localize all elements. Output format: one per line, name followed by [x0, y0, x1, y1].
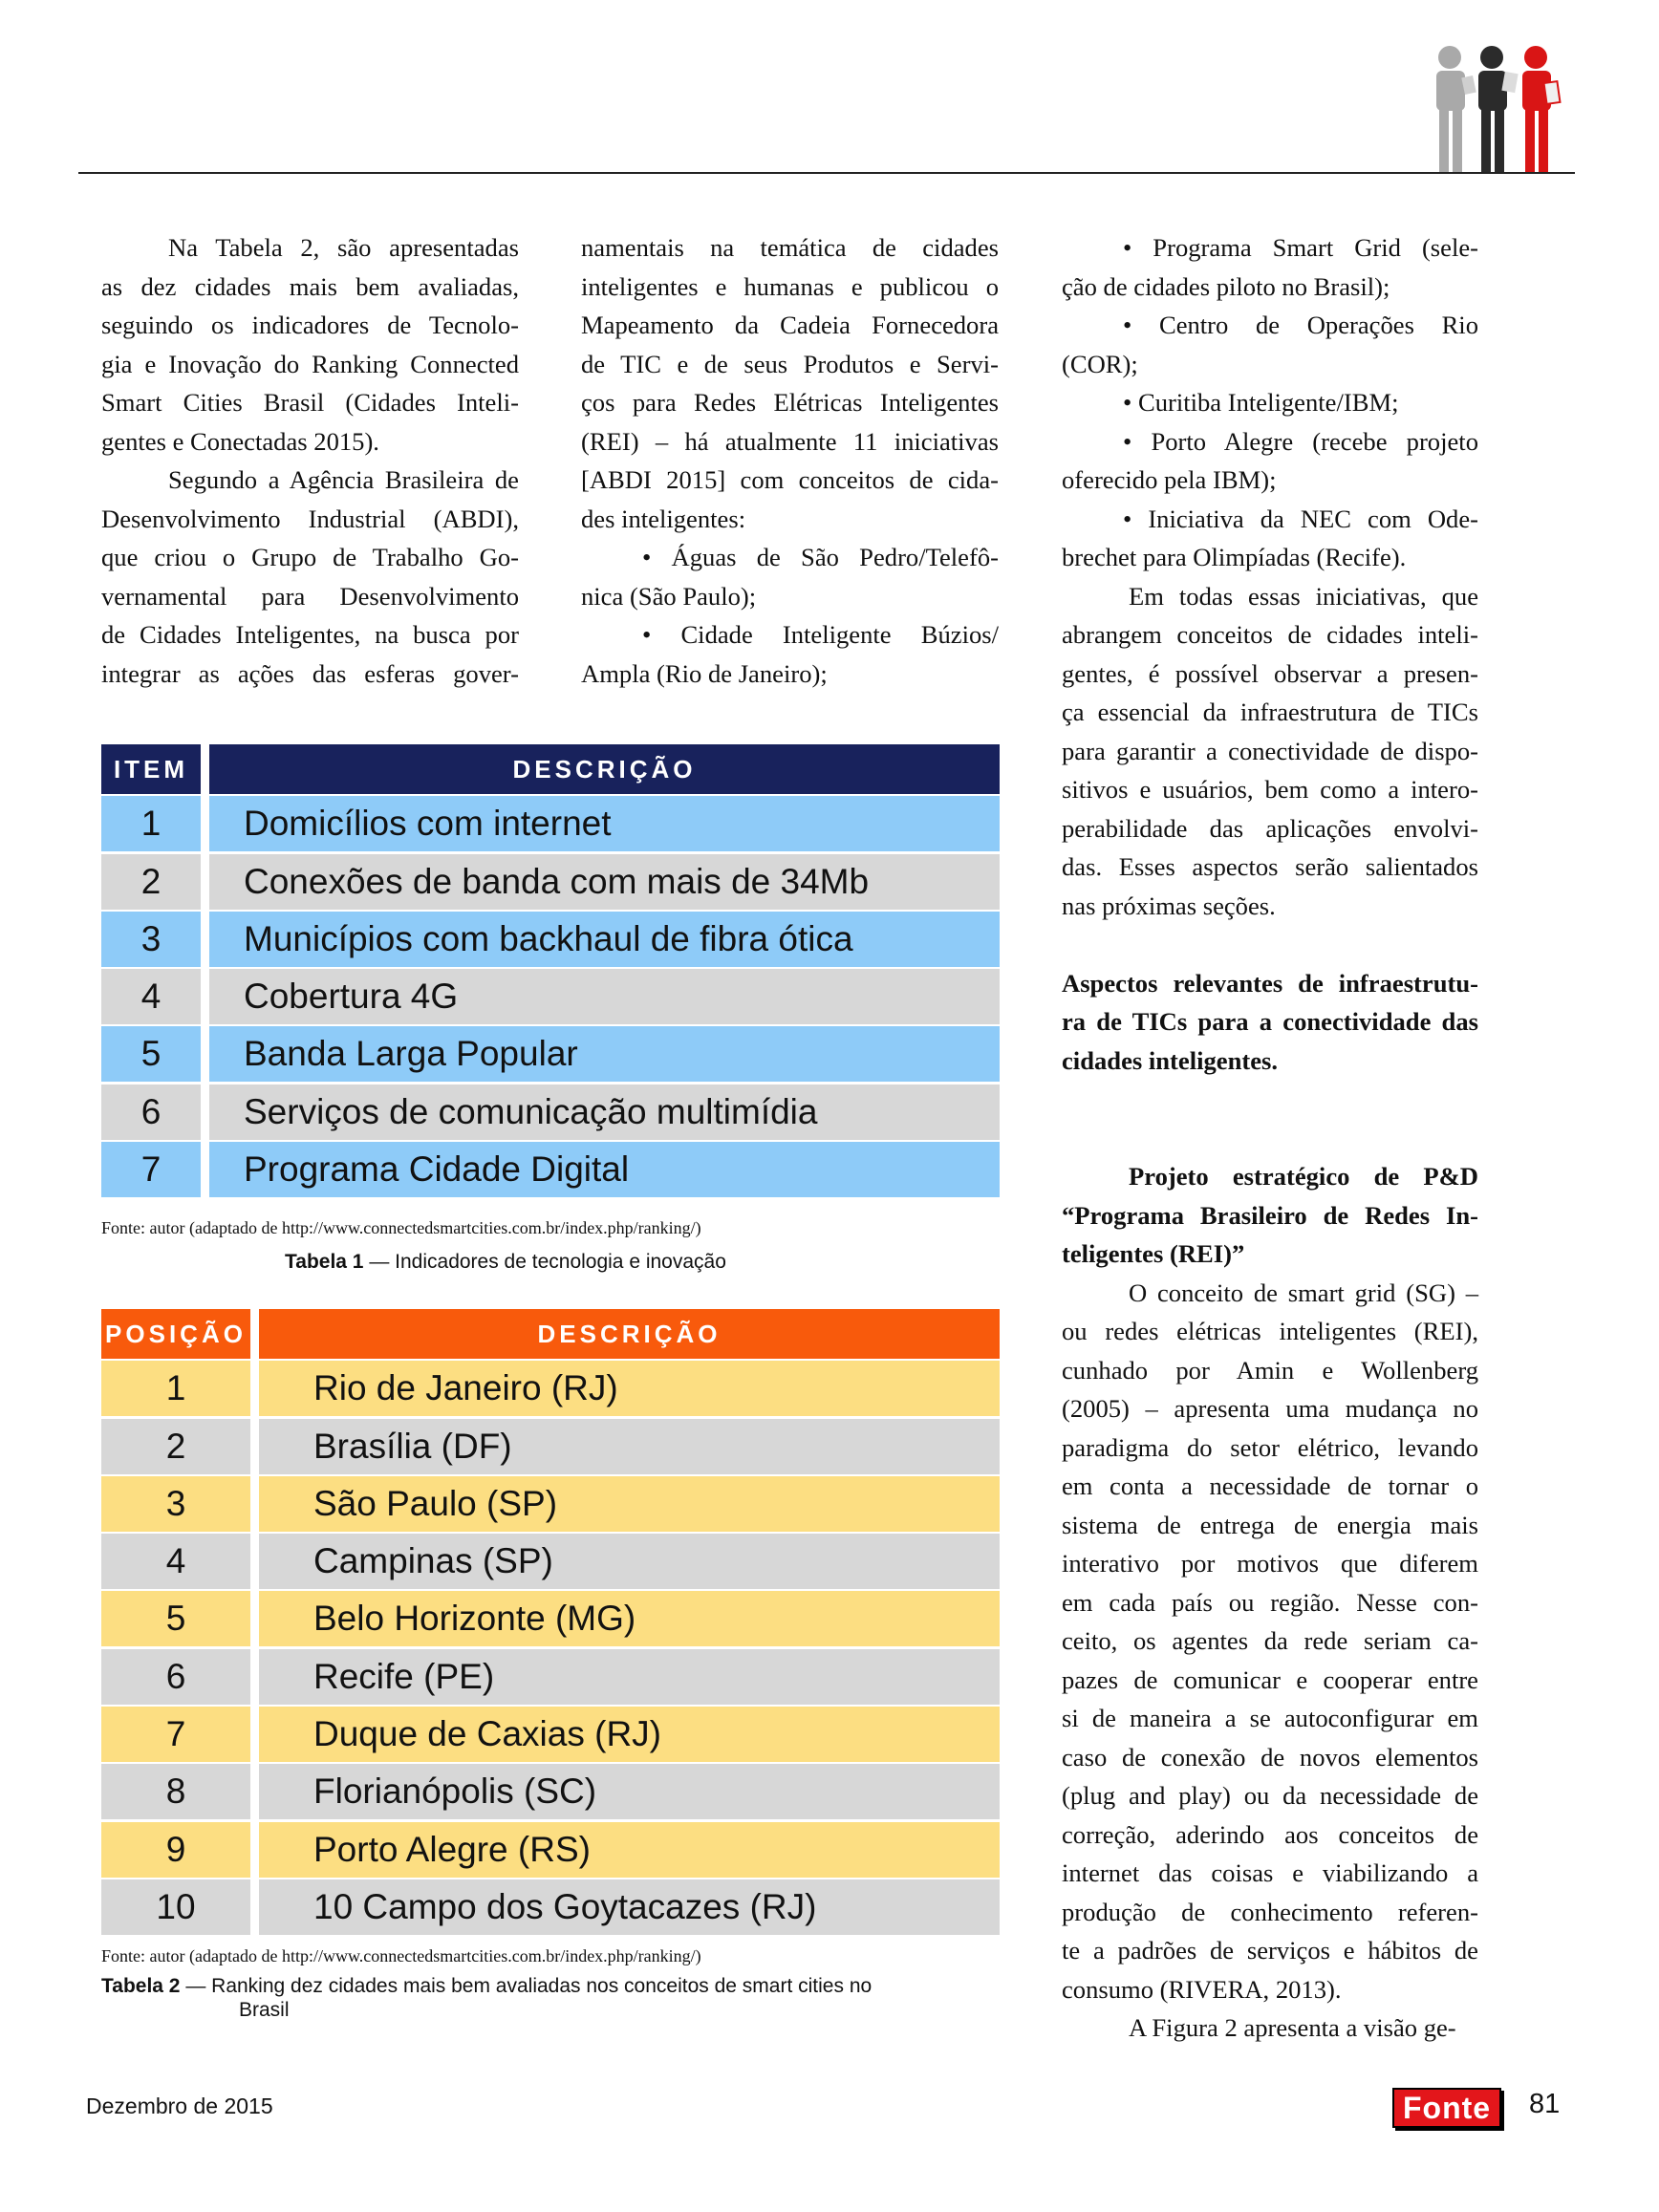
col3-line: ceito, os agentes da rede seriam ca-	[1062, 1626, 1478, 1655]
row-number: 5	[101, 1026, 201, 1082]
col2-line: [ABDI 2015] com conceitos de cida-	[581, 465, 999, 494]
col2-bullet-line: • Cidade Inteligente Búzios/	[642, 620, 999, 649]
row-description: Programa Cidade Digital	[209, 1142, 1000, 1197]
section-heading-line: ra de TICs para a conectividade das	[1062, 1007, 1478, 1036]
col3-line: das. Esses aspectos serão salientados	[1062, 852, 1478, 881]
header-item: ITEM	[101, 744, 201, 794]
row-number: 7	[101, 1142, 201, 1197]
table-row	[101, 1085, 1000, 1140]
table1-caption-label: Tabela 1	[285, 1251, 364, 1273]
row-description: Brasília (DF)	[259, 1419, 1000, 1474]
magazine-logo: Fonte	[1392, 2088, 1501, 2128]
col3-line: ou redes elétricas inteligentes (REI),	[1062, 1317, 1478, 1345]
col3-line: cunhado por Amin e Wollenberg	[1062, 1355, 1478, 1385]
row-description: São Paulo (SP)	[259, 1476, 1000, 1532]
table2-caption-continued: Brasil	[239, 1999, 290, 2021]
table-header	[101, 744, 1000, 794]
table-row	[101, 796, 1000, 851]
col3-line: consumo (RIVERA, 2013).	[1062, 1974, 1342, 2004]
table-row	[101, 1534, 1000, 1589]
header-rule	[78, 172, 1575, 174]
col1-line: que criou o Grupo de Trabalho Go-	[101, 543, 519, 571]
row-number: 1	[101, 1361, 250, 1416]
table-row	[101, 1649, 1000, 1705]
col3-line: nas próximas seções.	[1062, 891, 1276, 920]
row-number: 2	[101, 1419, 250, 1474]
col3-spacer	[1062, 1080, 1478, 1119]
section-heading-line: Aspectos relevantes de infraestrutu-	[1062, 968, 1478, 998]
row-number: 10	[101, 1879, 250, 1935]
people-logo-icon	[1429, 44, 1562, 174]
col3-line: internet das coisas e viabilizando a	[1062, 1858, 1478, 1887]
col3-line: si de maneira a se autoconfigurar em	[1062, 1704, 1478, 1732]
table-indicators	[101, 744, 1000, 1197]
col3-line: (plug and play) ou da necessidade de	[1062, 1781, 1478, 1810]
col3-line: pazes de comunicar e cooperar entre	[1062, 1664, 1478, 1694]
row-description: Conexões de banda com mais de 34Mb	[209, 854, 1000, 910]
header-position: POSIÇÃO	[101, 1309, 250, 1359]
table-header	[101, 1309, 1000, 1359]
col3-line: produção de conhecimento referen-	[1062, 1897, 1478, 1926]
col1-line: seguindo os indicadores de Tecnolo-	[101, 311, 519, 339]
col3-line: gentes, é possível observar a presen-	[1062, 658, 1478, 688]
row-number: 8	[101, 1764, 250, 1819]
table1-source: Fonte: autor (adaptado de http://www.connectedsmartcities.com.br/index.php/ranking/)	[101, 1218, 701, 1237]
col3-line: (2005) – apresenta uma mudança no	[1062, 1394, 1478, 1423]
table-row	[101, 1822, 1000, 1878]
col3-spacer	[1062, 1119, 1478, 1158]
col1-line: as dez cidades mais bem avaliadas,	[101, 271, 519, 301]
col1-line: vernamental para Desenvolvimento	[101, 581, 519, 611]
col2-line: Ampla (Rio de Janeiro);	[581, 658, 828, 688]
table-row	[101, 1476, 1000, 1532]
row-description: Recife (PE)	[259, 1649, 1000, 1705]
row-description: Cobertura 4G	[209, 969, 1000, 1024]
table2-caption-text: — Ranking dez cidades mais bem avaliadas nos conceitos de smart cities no	[180, 1975, 873, 1997]
row-description: Porto Alegre (RS)	[259, 1822, 1000, 1878]
col3-bullet-line: • Centro de Operações Rio	[1123, 311, 1478, 339]
col3-line: (COR);	[1062, 349, 1138, 378]
row-number: 3	[101, 912, 201, 967]
col2-line: namentais na temática de cidades	[581, 233, 999, 262]
subsection-heading-line: teligentes (REI)”	[1062, 1239, 1245, 1268]
col2-line: (REI) – há atualmente 11 iniciativas	[581, 426, 999, 456]
col3-line: te a padrões de serviços e hábitos de	[1062, 1936, 1478, 1965]
row-number: 7	[101, 1707, 250, 1762]
table-row	[101, 1764, 1000, 1819]
table-row	[101, 1591, 1000, 1646]
col1-line: integrar as ações das esferas gover-	[101, 658, 519, 688]
col3-line: A Figura 2 apresenta a visão ge-	[1129, 2013, 1456, 2042]
col3-line: Em todas essas iniciativas, que	[1129, 581, 1478, 611]
col2-line: inteligentes e humanas e publicou o	[581, 271, 999, 301]
table-row	[101, 854, 1000, 910]
issue-date: Dezembro de 2015	[86, 2094, 273, 2118]
col1-line: Smart Cities Brasil (Cidades Inteli-	[101, 388, 519, 417]
table-ranking	[101, 1309, 1000, 1935]
table2-caption	[101, 1975, 872, 1998]
col3-line: abrangem conceitos de cidades inteli-	[1062, 620, 1478, 649]
table-row	[101, 1026, 1000, 1082]
row-description: Duque de Caxias (RJ)	[259, 1707, 1000, 1762]
row-number: 3	[101, 1476, 250, 1532]
col3-line: brechet para Olimpíadas (Recife).	[1062, 543, 1407, 571]
col3-line: O conceito de smart grid (SG) –	[1129, 1278, 1478, 1307]
col3-spacer	[1062, 925, 1478, 964]
section-heading-line: cidades inteligentes.	[1062, 1045, 1279, 1075]
row-number: 9	[101, 1822, 250, 1878]
row-number: 2	[101, 854, 201, 910]
table-row	[101, 912, 1000, 967]
row-description: 10 Campo dos Goytacazes (RJ)	[259, 1879, 1000, 1935]
col3-line: sitivos e usuários, bem como a intero-	[1062, 775, 1478, 804]
col2-line: des inteligentes:	[581, 504, 746, 533]
table-row	[101, 1142, 1000, 1197]
header-description: DESCRIÇÃO	[209, 744, 1000, 794]
col3-line: interativo por motivos que diferem	[1062, 1549, 1478, 1578]
col3-line: ça essencial da infraestrutura de TICs	[1062, 698, 1478, 726]
col2-line: de TIC e de seus Produtos e Servi-	[581, 349, 999, 378]
text-column-1	[101, 228, 519, 693]
col2-line: ços para Redes Elétricas Inteligentes	[581, 388, 999, 417]
row-number: 4	[101, 969, 201, 1024]
table1-caption	[285, 1251, 726, 1274]
row-description: Rio de Janeiro (RJ)	[259, 1361, 1000, 1416]
row-number: 4	[101, 1534, 250, 1589]
col3-line: correção, aderindo aos conceitos de	[1062, 1819, 1478, 1849]
col3-bullet-line: • Iniciativa da NEC com Ode-	[1123, 504, 1478, 533]
table-row	[101, 1879, 1000, 1935]
row-number: 5	[101, 1591, 250, 1646]
row-number: 1	[101, 796, 201, 851]
table2-source: Fonte: autor (adaptado de http://www.connectedsmartcities.com.br/index.php/ranking/)	[101, 1946, 701, 1965]
text-column-3	[1062, 228, 1478, 2048]
row-description: Municípios com backhaul de fibra ótica	[209, 912, 1000, 967]
row-number: 6	[101, 1085, 201, 1140]
table1-caption-text: — Indicadores de tecnologia e inovação	[363, 1251, 726, 1273]
table-row	[101, 1707, 1000, 1762]
col1-line: Segundo a Agência Brasileira de	[168, 465, 519, 494]
row-description: Banda Larga Popular	[209, 1026, 1000, 1082]
row-description: Florianópolis (SC)	[259, 1764, 1000, 1819]
row-description: Domicílios com internet	[209, 796, 1000, 851]
subsection-heading-line: Projeto estratégico de P&D	[1129, 1162, 1478, 1191]
row-number: 6	[101, 1649, 250, 1705]
col3-line: oferecido pela IBM);	[1062, 465, 1277, 494]
col3-line: ção de cidades piloto no Brasil);	[1062, 271, 1390, 301]
col3-bullet-line: • Curitiba Inteligente/IBM;	[1123, 388, 1399, 417]
col3-line: perabilidade das aplicações envolvi-	[1062, 813, 1478, 843]
subsection-heading-line: “Programa Brasileiro de Redes In-	[1062, 1200, 1478, 1230]
col3-line: paradigma do setor elétrico, levando	[1062, 1432, 1478, 1462]
col1-line: de Cidades Inteligentes, na busca por	[101, 620, 519, 649]
col3-line: caso de conexão de novos elementos	[1062, 1742, 1478, 1772]
col1-line: gentes e Conectadas 2015).	[101, 426, 379, 456]
col3-line: sistema de entrega de energia mais	[1062, 1510, 1478, 1539]
col3-line: para garantir a conectividade de dispo-	[1062, 736, 1478, 765]
table2-caption-label: Tabela 2	[101, 1975, 181, 1997]
col3-line: em conta a necessidade de tornar o	[1062, 1471, 1478, 1500]
col3-bullet-line: • Programa Smart Grid (sele-	[1123, 233, 1478, 262]
col2-line: Mapeamento da Cadeia Fornecedora	[581, 311, 999, 339]
col2-line: nica (São Paulo);	[581, 581, 757, 611]
col2-bullet-line: • Águas de São Pedro/Telefô-	[642, 543, 999, 571]
table-row	[101, 969, 1000, 1024]
page-number: 81	[1529, 2089, 1561, 2119]
col3-bullet-line: • Porto Alegre (recebe projeto	[1123, 426, 1478, 456]
col1-line: Desenvolvimento Industrial (ABDI),	[101, 504, 519, 533]
col3-line: em cada país ou região. Nesse con-	[1062, 1587, 1478, 1617]
col1-line: Na Tabela 2, são apresentadas	[168, 233, 519, 262]
table-row	[101, 1361, 1000, 1416]
col1-line: gia e Inovação do Ranking Connected	[101, 349, 519, 378]
text-column-2	[581, 228, 999, 693]
header-description: DESCRIÇÃO	[259, 1309, 1000, 1359]
row-description: Serviços de comunicação multimídia	[209, 1085, 1000, 1140]
row-description: Belo Horizonte (MG)	[259, 1591, 1000, 1646]
row-description: Campinas (SP)	[259, 1534, 1000, 1589]
table-row	[101, 1419, 1000, 1474]
